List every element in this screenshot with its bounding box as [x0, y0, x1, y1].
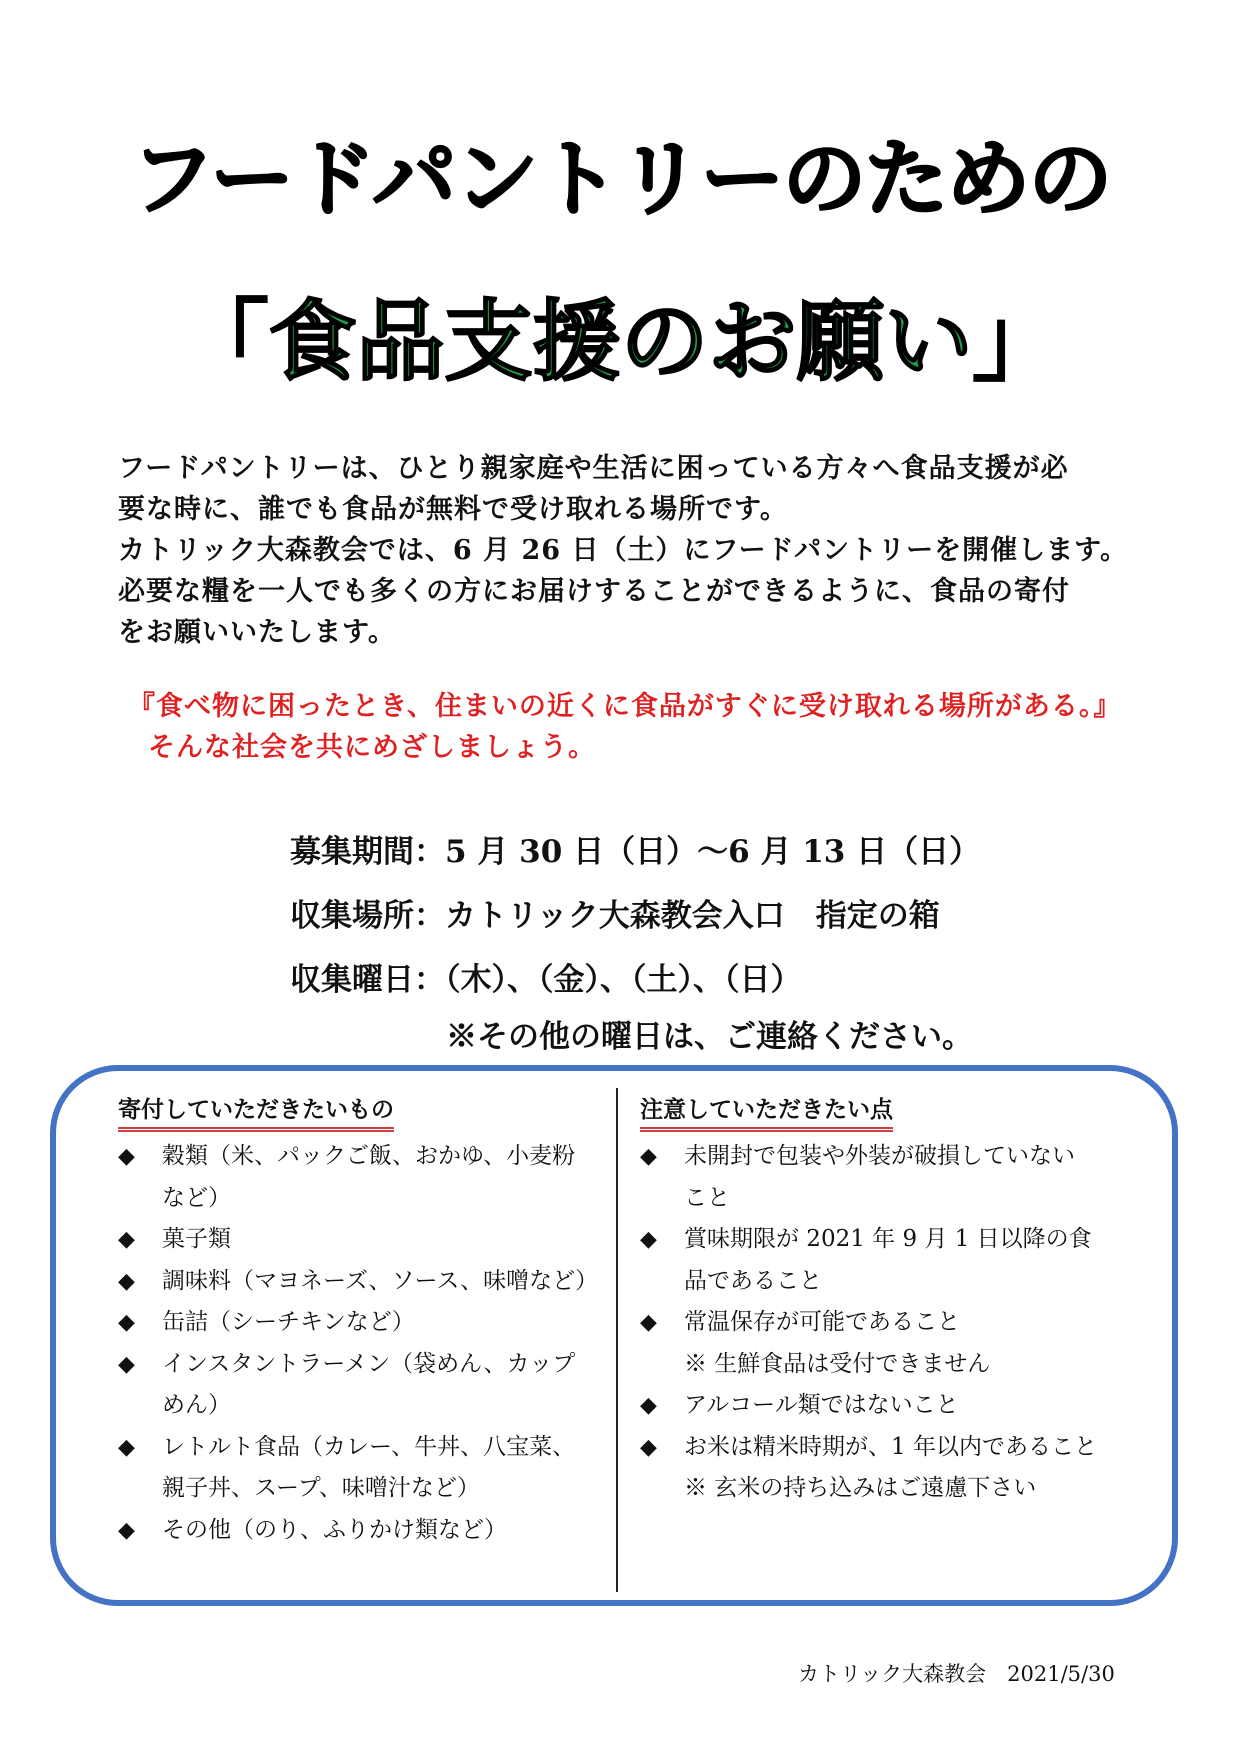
diamond-bullet-icon: ◆ — [118, 1227, 135, 1252]
list-item-text: めん） — [162, 1392, 231, 1418]
diamond-bullet-icon: ◆ — [640, 1434, 657, 1460]
list-item — [640, 1385, 1140, 1427]
notes-heading: 注意していただきたい点 — [640, 1093, 893, 1132]
sub-note — [640, 1344, 1140, 1386]
collection-note: ※その他の曜日は、ご連絡ください。 — [446, 1019, 973, 1055]
list-item-text: など） — [162, 1184, 231, 1211]
column-divider — [616, 1088, 618, 1592]
list-item-text: レトルト食品（カレー、牛丼、八宝菜、 — [162, 1433, 576, 1460]
list-item-text: 缶詰（シーチキンなど） — [162, 1309, 415, 1335]
list-item-text: 未開封で包装や外装が破損していない — [684, 1143, 1075, 1169]
list-item-text: こと — [684, 1184, 730, 1211]
list-item — [118, 1136, 602, 1178]
list-item-text: インスタントラーメン（袋めん、カップ — [162, 1350, 576, 1377]
diamond-bullet-icon: ◆ — [640, 1144, 657, 1169]
list-item — [640, 1302, 1140, 1344]
donation-heading: 寄付していただきたいもの — [118, 1093, 394, 1132]
list-item-text: 賞味期限が 2021 年 9 月 1 日以降の食 — [684, 1226, 1092, 1252]
diamond-bullet-icon: ◆ — [118, 1351, 135, 1377]
slogan-line: そんな社会を共にめざしましょう。 — [148, 732, 596, 763]
list-item-text: アルコール類ではないこと — [684, 1392, 959, 1418]
diamond-bullet-icon: ◆ — [640, 1227, 657, 1252]
intro-line: フードパントリーは、ひとり親家庭や生活に困っている方々へ食品支援が必 — [118, 453, 1069, 484]
list-item-continuation — [640, 1178, 1140, 1220]
collection-days: 収集曜日：（木）、（金）、（土）、（日） — [290, 962, 802, 998]
slogan-line: 『食べ物に困ったとき、住まいの近くに食品がすぐに受け取れる場所がある。』 — [128, 691, 1122, 722]
diamond-bullet-icon: ◆ — [118, 1517, 135, 1543]
list-item — [118, 1261, 602, 1303]
list-item — [118, 1302, 602, 1344]
list-item-continuation — [118, 1468, 602, 1510]
collection-info — [290, 820, 980, 1062]
list-item — [118, 1344, 602, 1386]
diamond-bullet-icon: ◆ — [118, 1434, 135, 1460]
list-item-text: 品であること — [684, 1267, 822, 1294]
list-item-text: 穀類（米、パックご飯、おかゆ、小麦粉 — [162, 1143, 576, 1169]
list-item-continuation — [640, 1261, 1140, 1303]
list-item — [640, 1136, 1140, 1178]
intro-line: 要な時に、誰でも食品が無料で受け取れる場所です。 — [118, 494, 788, 525]
sub-note — [640, 1468, 1140, 1510]
list-item-text: 常温保存が可能であること — [684, 1309, 960, 1335]
footer-signature: カトリック大森教会 2021/5/30 — [798, 1662, 1115, 1686]
list-item — [118, 1219, 602, 1261]
intro-line: 必要な糧を一人でも多くの方にお届けすることができるように、食品の寄付 — [118, 576, 1070, 607]
diamond-bullet-icon: ◆ — [640, 1310, 657, 1335]
intro-line: カトリック大森教会では、6 月 26 日（土）にフードパントリーを開催します。 — [118, 535, 1128, 566]
diamond-bullet-icon: ◆ — [640, 1393, 657, 1418]
list-item-text: 調味料（マヨネーズ、ソース、味噌など） — [162, 1267, 599, 1294]
donation-list — [118, 1090, 602, 1551]
list-item-text: その他（のり、ふりかけ類など） — [162, 1516, 507, 1543]
collection-place: 収集場所：カトリック大森教会入口 指定の箱 — [290, 898, 940, 934]
list-item-text: 菓子類 — [162, 1226, 231, 1252]
intro-line: をお願いいたします。 — [118, 617, 396, 648]
list-item — [640, 1219, 1140, 1261]
list-item — [118, 1510, 602, 1552]
list-item-text: お米は精米時期が、1 年以内であること — [684, 1433, 1097, 1460]
diamond-bullet-icon: ◆ — [118, 1310, 135, 1335]
diamond-bullet-icon: ◆ — [118, 1268, 135, 1294]
list-item-continuation — [118, 1385, 602, 1427]
list-item — [640, 1427, 1140, 1469]
sub-note-text: ※ 玄米の持ち込みはご遠慮下さい — [684, 1475, 1037, 1501]
intro-paragraph — [118, 448, 1128, 653]
list-item-text: 親子丼、スープ、味噌汁など） — [162, 1475, 480, 1501]
list-item-continuation — [118, 1178, 602, 1220]
sub-note-text: ※ 生鮮食品は受付できません — [684, 1350, 991, 1377]
title-line-1: フードパントリーのための — [130, 130, 1111, 228]
diamond-bullet-icon: ◆ — [118, 1144, 135, 1169]
list-item — [118, 1427, 602, 1469]
slogan — [128, 686, 1138, 768]
collection-period: 募集期間：5 月 30 日（日）～6 月 13 日（日） — [290, 834, 981, 870]
notes-list — [640, 1090, 1140, 1510]
title-line-2: 「食品支援のお願い」 — [180, 290, 1061, 393]
